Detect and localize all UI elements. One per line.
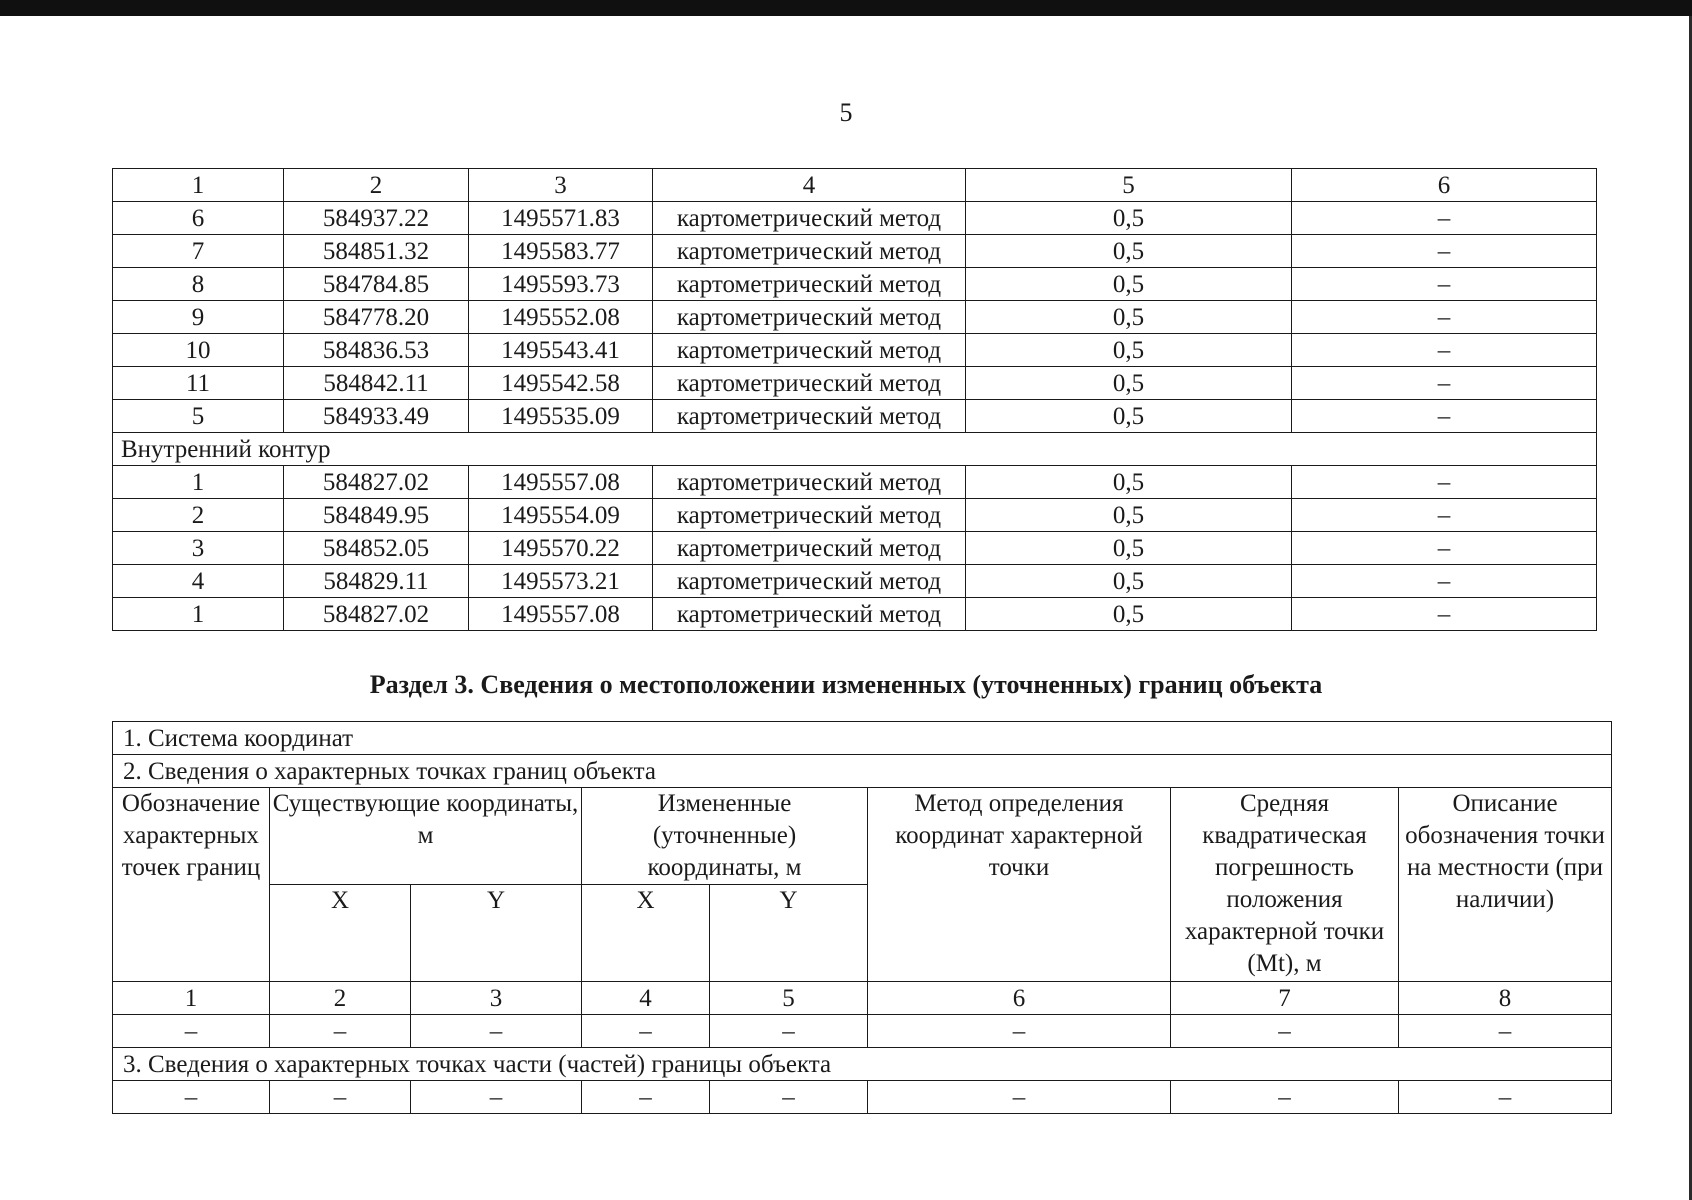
table-cell: – (270, 1015, 411, 1048)
column-number: 6 (1292, 169, 1597, 202)
table-cell: – (582, 1081, 710, 1114)
table-cell: – (868, 1015, 1171, 1048)
table-cell: картометрический метод (653, 235, 966, 268)
table-cell: 7 (113, 235, 284, 268)
table-cell: 11 (113, 367, 284, 400)
table-row (113, 565, 1597, 598)
table-row (113, 466, 1597, 499)
table-cell: – (1292, 268, 1597, 301)
table-cell: картометрический метод (653, 598, 966, 631)
table-row (113, 400, 1597, 433)
col-description-header: Описание обозначения точки на местности (при наличии) (1399, 788, 1612, 982)
table-cell: – (868, 1081, 1171, 1114)
table-cell: – (1399, 1015, 1612, 1048)
table-cell: 584836.53 (284, 334, 469, 367)
changed-boundaries-table (112, 721, 1612, 1114)
table-cell: 1495593.73 (469, 268, 653, 301)
table-cell: 584933.49 (284, 400, 469, 433)
table-cell: 584778.20 (284, 301, 469, 334)
table-cell: 6 (113, 202, 284, 235)
table-cell: – (1292, 301, 1597, 334)
table-cell: картометрический метод (653, 202, 966, 235)
table-cell: 1495557.08 (469, 466, 653, 499)
col-method-header: Метод определения координат характерной точки (868, 788, 1171, 982)
table-cell: – (411, 1081, 582, 1114)
table-cell: 9 (113, 301, 284, 334)
table-cell: 0,5 (966, 565, 1292, 598)
col-error-header: Средняя квадратическая погрешность положения характерной точки (Mt), м (1171, 788, 1399, 982)
table-cell: 0,5 (966, 367, 1292, 400)
table-cell: 584842.11 (284, 367, 469, 400)
table-cell: 8 (113, 268, 284, 301)
points-label-row (113, 755, 1612, 788)
table-cell: 584849.95 (284, 499, 469, 532)
column-numbers-row (113, 982, 1612, 1015)
table-cell: 584827.02 (284, 598, 469, 631)
table-cell: картометрический метод (653, 268, 966, 301)
column-number: 2 (284, 169, 469, 202)
changed-x-header: X (582, 885, 710, 982)
table-cell: – (1292, 499, 1597, 532)
table-cell: – (1171, 1081, 1399, 1114)
column-number: 4 (653, 169, 966, 202)
table-cell: – (1292, 334, 1597, 367)
col-designation-header: Обозначение характерных точек границ (113, 788, 270, 982)
table-cell: 1495535.09 (469, 400, 653, 433)
table-row (113, 499, 1597, 532)
column-number: 6 (868, 982, 1171, 1015)
table-cell: 4 (113, 565, 284, 598)
table-cell: – (1292, 565, 1597, 598)
table-cell: 1 (113, 598, 284, 631)
table-cell: 584827.02 (284, 466, 469, 499)
existing-x-header: X (270, 885, 411, 982)
table-cell: 1495571.83 (469, 202, 653, 235)
table-cell: 0,5 (966, 235, 1292, 268)
boundary-points-table (112, 168, 1597, 631)
top-scan-border (0, 0, 1692, 16)
table-cell: 0,5 (966, 268, 1292, 301)
table-cell: – (1292, 202, 1597, 235)
parts-label-row (113, 1048, 1612, 1081)
table-cell: 1495552.08 (469, 301, 653, 334)
page-number: 5 (839, 98, 853, 127)
inner-contour-label: Внутренний контур (113, 433, 1597, 466)
table-cell: 584937.22 (284, 202, 469, 235)
table-cell: – (710, 1081, 868, 1114)
column-number: 5 (710, 982, 868, 1015)
col-changed-header: Измененные (уточненные) координаты, м (582, 788, 868, 885)
table-cell: – (710, 1015, 868, 1048)
table-cell: 0,5 (966, 532, 1292, 565)
table-cell: 1495542.58 (469, 367, 653, 400)
column-number: 5 (966, 169, 1292, 202)
table-cell: – (113, 1015, 270, 1048)
table-row (113, 268, 1597, 301)
table-cell: 0,5 (966, 499, 1292, 532)
table-cell: 3 (113, 532, 284, 565)
table-cell: – (270, 1081, 411, 1114)
table-cell: картометрический метод (653, 400, 966, 433)
table-cell: – (411, 1015, 582, 1048)
table-cell: 0,5 (966, 301, 1292, 334)
table-cell: 1495554.09 (469, 499, 653, 532)
table-cell: – (1292, 466, 1597, 499)
section-3-title: Раздел 3. Сведения о местоположении измененных (уточненных) границ объекта (369, 670, 1323, 699)
table-cell: картометрический метод (653, 466, 966, 499)
table-cell: 5 (113, 400, 284, 433)
table-row (113, 598, 1597, 631)
table-cell: 1495570.22 (469, 532, 653, 565)
table-cell: 0,5 (966, 400, 1292, 433)
table-cell: – (1171, 1015, 1399, 1048)
table-cell: – (1292, 235, 1597, 268)
table-cell: 584852.05 (284, 532, 469, 565)
table-cell: 584784.85 (284, 268, 469, 301)
table-cell: 1495573.21 (469, 565, 653, 598)
coord-system-row (113, 722, 1612, 755)
changed-y-header: Y (710, 885, 868, 982)
table-cell: 0,5 (966, 598, 1292, 631)
table-row (113, 532, 1597, 565)
table-cell: – (1292, 400, 1597, 433)
table-cell: – (1292, 532, 1597, 565)
column-number: 2 (270, 982, 411, 1015)
table-row (113, 202, 1597, 235)
table-cell: – (582, 1015, 710, 1048)
col-existing-header: Существующие координаты, м (270, 788, 582, 885)
table-cell: 1 (113, 466, 284, 499)
table-row (113, 301, 1597, 334)
table-cell: 2 (113, 499, 284, 532)
table-cell: картометрический метод (653, 301, 966, 334)
empty-points-row (113, 1015, 1612, 1048)
table-cell: 1495557.08 (469, 598, 653, 631)
table-cell: 0,5 (966, 466, 1292, 499)
table-cell: 0,5 (966, 334, 1292, 367)
table-cell: картометрический метод (653, 532, 966, 565)
header-row (113, 788, 1612, 885)
table-cell: 584829.11 (284, 565, 469, 598)
column-number: 1 (113, 169, 284, 202)
table-cell: 1495543.41 (469, 334, 653, 367)
column-number: 3 (411, 982, 582, 1015)
table-cell: картометрический метод (653, 334, 966, 367)
table-cell: 0,5 (966, 202, 1292, 235)
table-cell: 1495583.77 (469, 235, 653, 268)
column-number: 4 (582, 982, 710, 1015)
table-row (113, 334, 1597, 367)
table-header-row (113, 169, 1597, 202)
table-cell: – (1399, 1081, 1612, 1114)
parts-info-label: 3. Сведения о характерных точках части (частей) границы объекта (113, 1048, 1612, 1081)
points-info-label: 2. Сведения о характерных точках границ объекта (113, 755, 1612, 788)
table-cell: – (1292, 367, 1597, 400)
table-cell: картометрический метод (653, 499, 966, 532)
column-number: 3 (469, 169, 653, 202)
table-cell: – (1292, 598, 1597, 631)
column-number: 1 (113, 982, 270, 1015)
parts-row (113, 1081, 1612, 1114)
table-row (113, 367, 1597, 400)
table-cell: 10 (113, 334, 284, 367)
table-cell: картометрический метод (653, 565, 966, 598)
coord-system-label: 1. Система координат (113, 722, 1612, 755)
column-number: 7 (1171, 982, 1399, 1015)
table-cell: 584851.32 (284, 235, 469, 268)
column-number: 8 (1399, 982, 1612, 1015)
table-cell: картометрический метод (653, 367, 966, 400)
inner-contour-row (113, 433, 1597, 466)
table-cell: – (113, 1081, 270, 1114)
table-row (113, 235, 1597, 268)
existing-y-header: Y (411, 885, 582, 982)
